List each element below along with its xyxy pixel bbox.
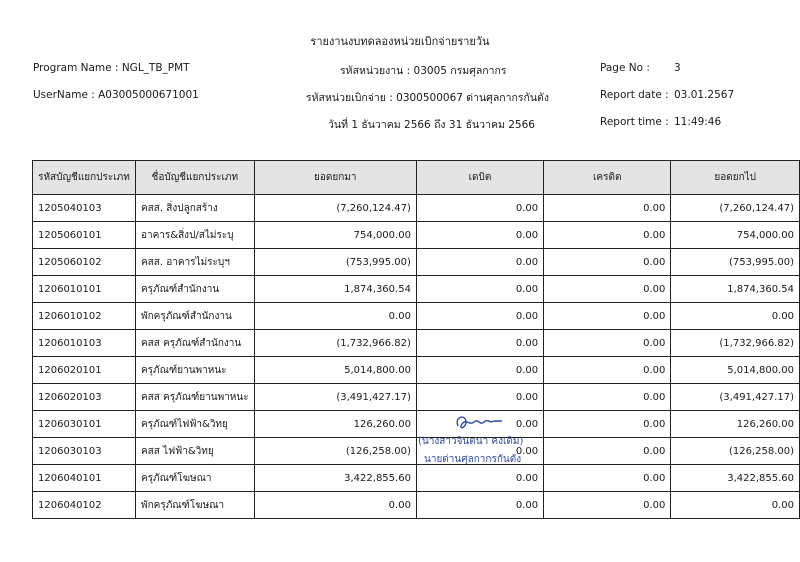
cell-closing-balance: 5,014,800.00 (671, 357, 800, 384)
table-row (33, 195, 800, 222)
cell-credit: 0.00 (544, 465, 671, 492)
cell-opening-balance: (753,995.00) (254, 249, 416, 276)
column-header-closing: ยอดยกไป (671, 161, 800, 195)
cell-account-code: 1206020101 (33, 357, 136, 384)
table-body (33, 195, 800, 519)
disbursing-unit-code: รหัสหน่วยเบิกจ่าย : 0300500067 ด่านศุลกากรกันตัง (306, 92, 550, 104)
cell-closing-balance: (1,732,966.82) (671, 330, 800, 357)
table-row (33, 465, 800, 492)
user-name: UserName : A03005000671001 (33, 89, 199, 101)
cell-opening-balance: 0.00 (254, 492, 416, 519)
cell-account-code: 1206010101 (33, 276, 136, 303)
cell-debit: 0.00 (416, 276, 543, 303)
cell-credit: 0.00 (544, 492, 671, 519)
cell-account-name: พักครุภัณฑ์โฆษณา (135, 492, 254, 519)
cell-account-name: คสส. สิ่งปลูกสร้าง (135, 195, 254, 222)
cell-debit: 0.00 (416, 492, 543, 519)
cell-account-code: 1206040101 (33, 465, 136, 492)
cell-credit: 0.00 (544, 330, 671, 357)
cell-account-code: 1206040102 (33, 492, 136, 519)
cell-account-name: อาคาร&สิ่งป/สไม่ระบุ (135, 222, 254, 249)
cell-account-name: ครุภัณฑ์ไฟฟ้า&วิทยุ (135, 411, 254, 438)
cell-opening-balance: 3,422,855.60 (254, 465, 416, 492)
cell-closing-balance: 3,422,855.60 (671, 465, 800, 492)
column-header-opening: ยอดยกมา (254, 161, 416, 195)
cell-credit: 0.00 (544, 249, 671, 276)
cell-opening-balance: 754,000.00 (254, 222, 416, 249)
cell-account-name: ครุภัณฑ์ยานพาหนะ (135, 357, 254, 384)
cell-debit: 0.00 (416, 249, 543, 276)
cell-credit: 0.00 (544, 384, 671, 411)
cell-debit: 0.00 (416, 330, 543, 357)
signer-position: นายด่านศุลกากรกันตัง (424, 454, 522, 465)
cell-account-name: คสส ครุภัณฑ์ยานพาหนะ (135, 384, 254, 411)
cell-account-name: พักครุภัณฑ์สำนักงาน (135, 303, 254, 330)
column-header-debit: เดบิต (416, 161, 543, 195)
column-header-name: ชื่อบัญชีแยกประเภท (135, 161, 254, 195)
cell-opening-balance: 5,014,800.00 (254, 357, 416, 384)
page-no-label: Page No : (600, 62, 650, 74)
cell-account-code: 1205040103 (33, 195, 136, 222)
column-header-credit: เครดิต (544, 161, 671, 195)
cell-account-name: ครุภัณฑ์สำนักงาน (135, 276, 254, 303)
date-range: วันที่ 1 ธันวาคม 2566 ถึง 31 ธันวาคม 2566 (328, 119, 535, 131)
page-no-value: 3 (674, 62, 681, 74)
cell-closing-balance: (3,491,427.17) (671, 384, 800, 411)
trial-balance-table (32, 160, 800, 519)
cell-debit: 0.00 (416, 303, 543, 330)
table-row (33, 249, 800, 276)
cell-closing-balance: (753,995.00) (671, 249, 800, 276)
table-row (33, 384, 800, 411)
cell-account-code: 1206030103 (33, 438, 136, 465)
cell-credit: 0.00 (544, 222, 671, 249)
cell-closing-balance: 1,874,360.54 (671, 276, 800, 303)
cell-account-code: 1206030101 (33, 411, 136, 438)
table-row (33, 276, 800, 303)
cell-debit: 0.00 (416, 195, 543, 222)
cell-opening-balance: 126,260.00 (254, 411, 416, 438)
cell-debit: 0.00 (416, 465, 543, 492)
cell-opening-balance: 0.00 (254, 303, 416, 330)
table-row (33, 438, 800, 465)
cell-account-name: คสส ไฟฟ้า&วิทยุ (135, 438, 254, 465)
cell-account-name: คสส. อาคารไม่ระบุฯ (135, 249, 254, 276)
cell-account-name: คสส ครุภัณฑ์สำนักงาน (135, 330, 254, 357)
cell-opening-balance: (3,491,427.17) (254, 384, 416, 411)
report-time-value: 11:49:46 (674, 116, 722, 128)
table-row (33, 330, 800, 357)
cell-debit: 0.00 (416, 411, 543, 438)
cell-closing-balance: (7,260,124.47) (671, 195, 800, 222)
report-date-value: 03.01.2567 (674, 89, 735, 101)
cell-account-code: 1206010102 (33, 303, 136, 330)
cell-credit: 0.00 (544, 357, 671, 384)
cell-closing-balance: 0.00 (671, 492, 800, 519)
cell-closing-balance: 0.00 (671, 303, 800, 330)
cell-credit: 0.00 (544, 276, 671, 303)
unit-code: รหัสหน่วยงาน : 03005 กรมศุลกากร (340, 65, 507, 77)
program-name: Program Name : NGL_TB_PMT (33, 62, 190, 74)
cell-debit: 0.00 (416, 222, 543, 249)
cell-account-code: 1206020103 (33, 384, 136, 411)
cell-closing-balance: (126,258.00) (671, 438, 800, 465)
cell-closing-balance: 754,000.00 (671, 222, 800, 249)
report-date-label: Report date : (600, 89, 669, 101)
cell-debit: 0.00 (416, 438, 543, 465)
table-row (33, 357, 800, 384)
cell-opening-balance: (126,258.00) (254, 438, 416, 465)
cell-credit: 0.00 (544, 195, 671, 222)
cell-account-code: 1205060102 (33, 249, 136, 276)
cell-credit: 0.00 (544, 411, 671, 438)
cell-credit: 0.00 (544, 438, 671, 465)
table-row (33, 222, 800, 249)
cell-closing-balance: 126,260.00 (671, 411, 800, 438)
cell-credit: 0.00 (544, 303, 671, 330)
signer-name: (นางสาวจินตนา คงเดิม) (418, 436, 524, 447)
table-row (33, 411, 800, 438)
cell-opening-balance: (7,260,124.47) (254, 195, 416, 222)
table-row (33, 303, 800, 330)
column-header-code: รหัสบัญชีแยกประเภท (33, 161, 136, 195)
report-title: รายงานงบทดลองหน่วยเบิกจ่ายรายวัน (310, 35, 490, 48)
cell-debit: 0.00 (416, 357, 543, 384)
cell-opening-balance: (1,732,966.82) (254, 330, 416, 357)
cell-opening-balance: 1,874,360.54 (254, 276, 416, 303)
cell-debit: 0.00 (416, 384, 543, 411)
cell-account-name: ครุภัณฑ์โฆษณา (135, 465, 254, 492)
report-time-label: Report time : (600, 116, 669, 128)
table-header-row (33, 161, 800, 195)
table-row (33, 492, 800, 519)
cell-account-code: 1205060101 (33, 222, 136, 249)
cell-account-code: 1206010103 (33, 330, 136, 357)
